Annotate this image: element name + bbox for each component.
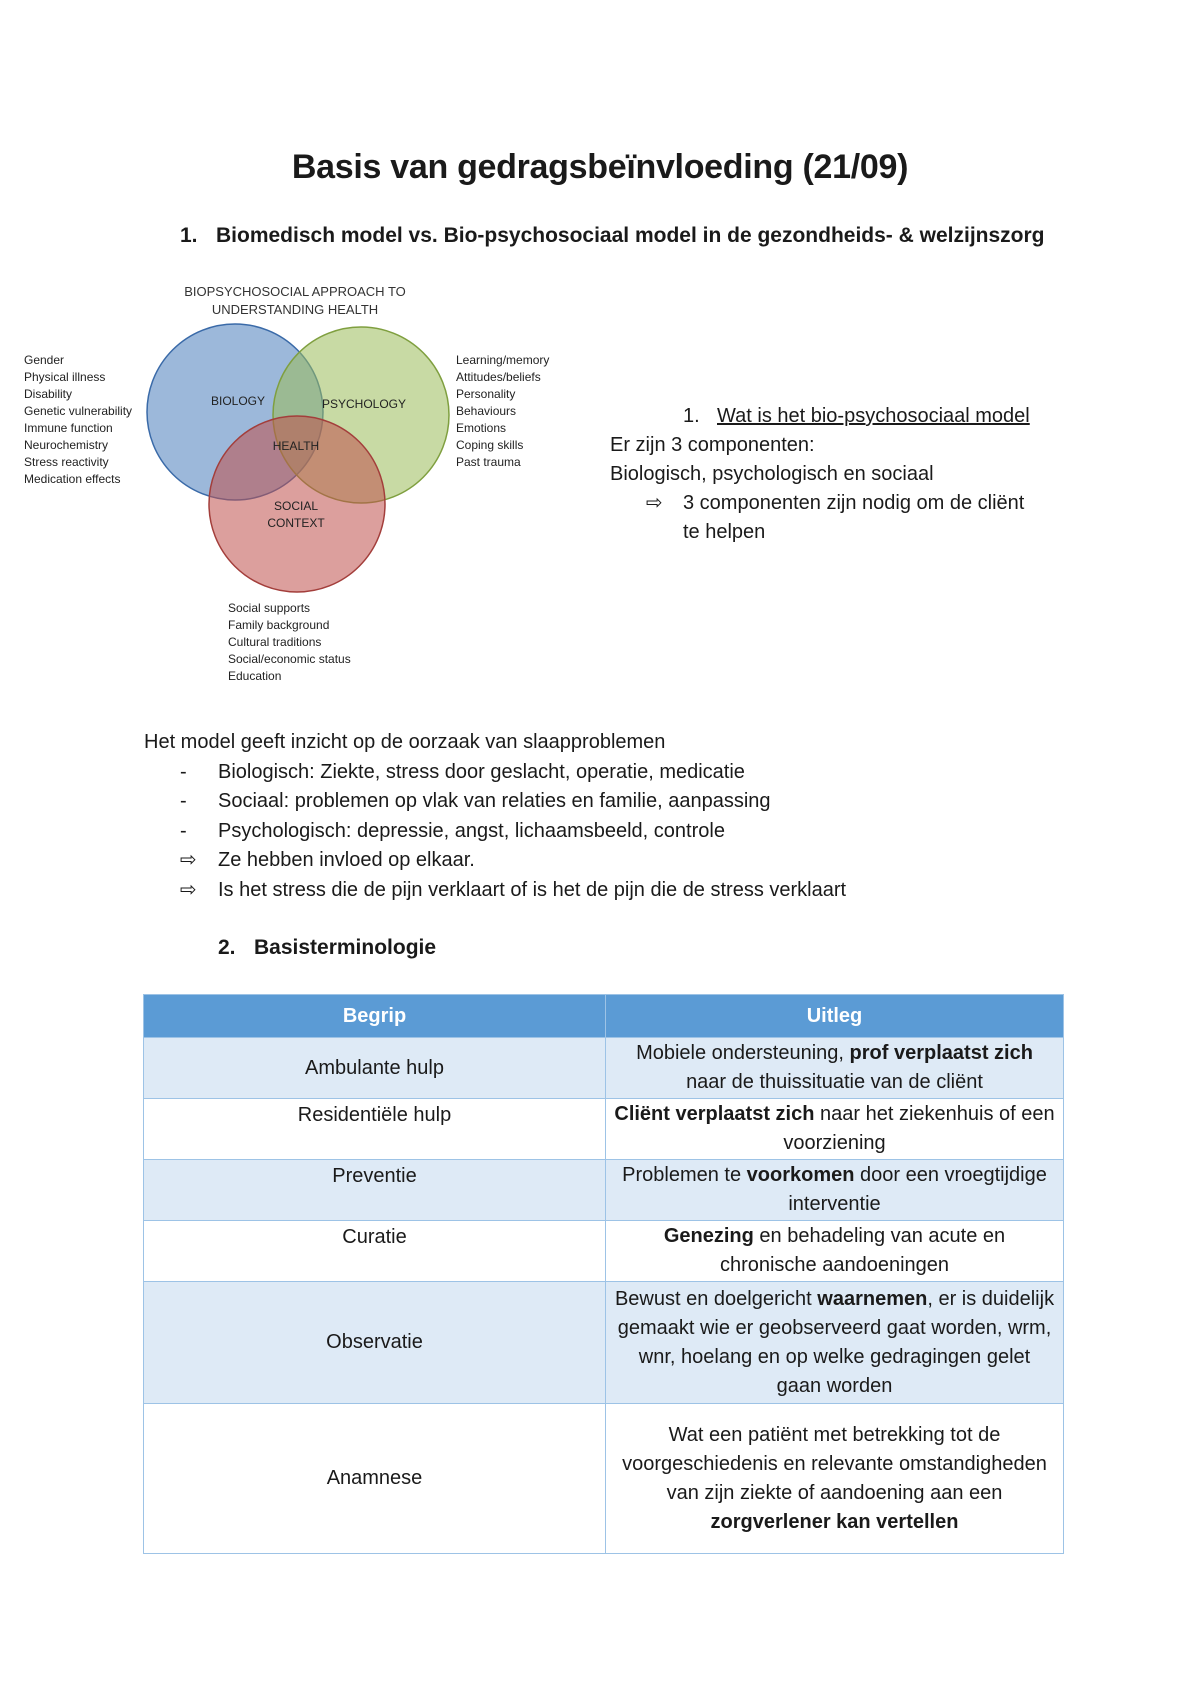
list-item: Gender (24, 353, 65, 367)
explanation-cell (606, 1099, 1064, 1160)
side-question-block (610, 402, 1030, 547)
list-item: Cultural traditions (228, 635, 322, 649)
section-1-text: Biomedisch model vs. Bio-psychosociaal model in de gezondheids- & welzijnszorg (216, 224, 1045, 247)
list-item-text: Ze hebben invloed op elkaar. (218, 849, 475, 871)
list-item: Social supports (228, 601, 311, 615)
explanation-bold: Cliënt verplaatst zich (614, 1103, 815, 1125)
explanation-text: Wat een patiënt met betrekking tot de voorgeschiedenis en relevante omstandigheden van zijn ziekte of aandoening aan een (622, 1423, 1047, 1504)
section-2-number: 2. (218, 936, 236, 959)
column-header-term: Begrip (144, 995, 606, 1038)
list-item: Learning/memory (456, 353, 550, 367)
section-1-number: 1. (180, 224, 198, 247)
explanation-text: Problemen te (622, 1164, 747, 1186)
list-item-text: Is het stress die de pijn verklaart of is het de pijn die de stress verklaart (218, 878, 847, 901)
paragraph-intro: Het model geeft inzicht op de oorzaak van slaapproblemen (144, 731, 666, 753)
list-item-text: Sociaal: problemen op vlak van relaties en familie, aanpassing (218, 790, 771, 812)
list-item: Emotions (456, 421, 507, 435)
term-cell: Residentiële hulp (144, 1099, 606, 1160)
health-label: HEALTH (272, 439, 320, 453)
list-item: Family background (228, 618, 330, 632)
model-paragraph (144, 728, 1084, 905)
explanation-text: Bewust en doelgericht (614, 1287, 818, 1310)
list-item: Coping skills (456, 438, 524, 452)
list-item: Attitudes/beliefs (456, 370, 541, 384)
explanation-bold: Genezing (663, 1225, 754, 1247)
list-item: Disability (24, 387, 73, 401)
table-row (144, 1038, 1064, 1099)
term-cell: Anamnese (144, 1404, 606, 1554)
section-1-heading (180, 224, 1045, 248)
table-row (144, 1160, 1064, 1221)
list-item (144, 787, 1084, 817)
list-item: Past trauma (456, 455, 521, 469)
biology-factor-list (24, 353, 132, 486)
diagram-title-line1: BIOPSYCHOSOCIAL APPROACH TO (184, 284, 406, 299)
biology-label: BIOLOGY (210, 394, 266, 408)
explanation-cell (606, 1221, 1064, 1282)
list-item (144, 758, 1084, 788)
side-question (610, 402, 1030, 431)
explanation-bold: waarnemen (817, 1287, 928, 1310)
list-item-text: Psychologisch: depressie, angst, lichaamsbeeld, controle (218, 819, 725, 842)
term-cell: Curatie (144, 1221, 606, 1282)
psychology-factor-list (456, 353, 549, 469)
dash-bullet: - (180, 819, 187, 842)
explanation-text: en behadeling van acute en chronische aandoeningen (719, 1225, 1006, 1276)
side-line-1: Er zijn 3 componenten: (610, 434, 815, 456)
explanation-cell (606, 1038, 1064, 1099)
table-row (144, 1099, 1064, 1160)
social-label-line1: SOCIAL (273, 499, 319, 513)
term-cell: Observatie (144, 1282, 606, 1404)
explanation-cell (606, 1404, 1064, 1554)
explanation-cell (606, 1282, 1064, 1404)
biopsychosocial-diagram (18, 278, 578, 690)
list-item: Medication effects (24, 472, 121, 486)
explanation-text: door een vroegtijdige interventie (788, 1164, 1047, 1215)
list-item (144, 817, 1084, 847)
table-row (144, 1404, 1064, 1554)
list-item: Immune function (24, 421, 113, 435)
side-question-number: 1. (683, 405, 700, 427)
dash-bullet: - (180, 760, 187, 783)
explanation-text: Mobiele ondersteuning, (636, 1042, 850, 1064)
list-item (144, 876, 1084, 906)
table-header-row (144, 995, 1064, 1038)
section-2-heading (218, 936, 436, 960)
list-item: Behaviours (456, 404, 517, 418)
section-2-text: Basisterminologie (254, 936, 437, 959)
explanation-text: naar het ziekenhuis of een voorziening (783, 1103, 1055, 1154)
list-item-text: Biologisch: Ziekte, stress door geslacht, operatie, medicatie (218, 760, 745, 783)
arrow-icon: ⇨ (180, 878, 197, 901)
explanation-text: naar de thuissituatie van de cliënt (686, 1071, 983, 1093)
side-question-text: Wat is het bio-psychosociaal model (717, 405, 1030, 427)
list-item (144, 846, 1084, 876)
explanation-text: , er is duidelijk gemaakt wie er geobserveerd gaat worden, wrm, wnr, hoelang en op welke gedragingen gelet gaan worden (617, 1287, 1055, 1397)
explanation-bold: voorkomen (746, 1164, 855, 1186)
page-title: Basis van gedragsbeïnvloeding (21/09) (291, 148, 909, 186)
table-row (144, 1221, 1064, 1282)
list-item: Neurochemistry (24, 438, 109, 452)
column-header-explanation: Uitleg (606, 995, 1064, 1038)
side-arrow-item (610, 489, 1030, 547)
diagram-title-line2: UNDERSTANDING HEALTH (211, 302, 379, 317)
list-item: Stress reactivity (24, 455, 109, 469)
explanation-cell (606, 1160, 1064, 1221)
terminology-table (143, 994, 1064, 1554)
arrow-icon: ⇨ (646, 492, 663, 514)
term-cell: Ambulante hulp (144, 1038, 606, 1099)
list-item: Social/economic status (228, 652, 351, 666)
dash-bullet: - (180, 790, 187, 812)
explanation-bold: zorgverlener kan vertellen (710, 1510, 959, 1533)
side-line-2: Biologisch, psychologisch en sociaal (610, 463, 934, 485)
list-item: Physical illness (24, 370, 106, 384)
social-label-line2: CONTEXT (267, 516, 325, 530)
list-item: Personality (456, 387, 516, 401)
arrow-icon: ⇨ (180, 849, 197, 871)
term-cell: Preventie (144, 1160, 606, 1221)
list-item: Education (228, 669, 282, 683)
psychology-label: PSYCHOLOGY (321, 397, 407, 411)
explanation-bold: prof verplaatst zich (849, 1042, 1033, 1064)
list-item: Genetic vulnerability (24, 404, 133, 418)
social-factor-list (228, 601, 351, 683)
side-arrow-text: 3 componenten zijn nodig om de cliënt te helpen (683, 492, 1025, 543)
table-row (144, 1282, 1064, 1404)
